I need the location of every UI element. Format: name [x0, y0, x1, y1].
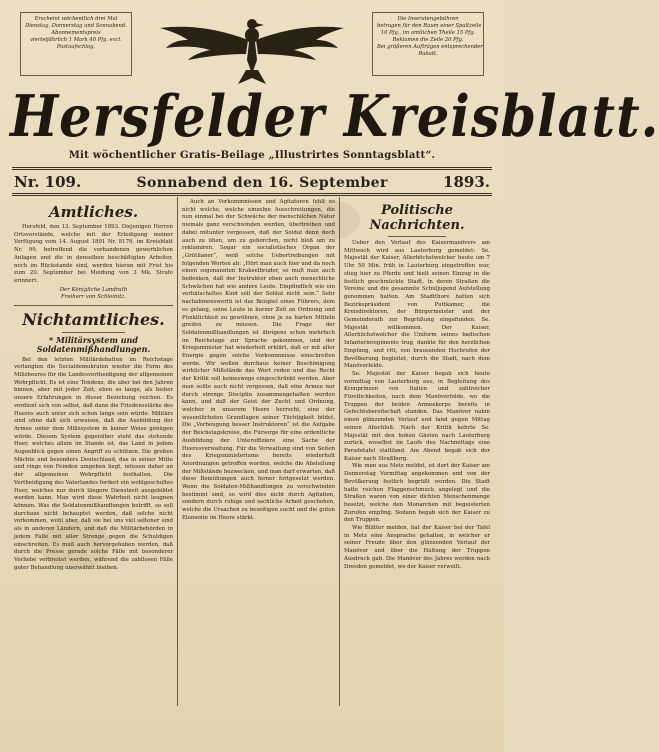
news-paragraph: Wie Blätter melden, hat der Kaiser bei der Tafel in Metz eine Ansprache gehalten, in welcher er seiner Freude über den glänzenden Verlauf der Manöver und über die Haltung der Truppen Ausdruck gab. Die Manöver des Jahres werden nach Dresden gemeldet, wo der Kaiser verweilt. — [344, 525, 490, 570]
masthead-top — [10, 6, 494, 86]
article-text: Bei den letzten Militärdebatten im Reichstage verlangten die Socialdemokraten wieder die Form des Milizheeres für die Landesvertheidigung der allgemeinen Wehrpflicht. Es ist eine Tendenz, die aber bei den Jahren binnen, aber mit jeder Zeit, eben so lange, als bisher unsere Erfahrungen in dieser Beziehung reichen. Es verdient sich von selbst, daß dann die Friedensstärke des Heeres auch unter sich schon lange sein würde. Militärs sind ohne daß sich erweisen, daß die Ausbildung der Armee unter dem Milizsystem in keiner Weise genügen würde. Diesem System gegenüber steht das stehende Heer, welches allein im Stande ist, das Land in jedem Augenblick gegen einen Angriff zu schützen. Die großen Mächte und besonders Deutschland, das in seiner Mitte und rings von Feinden umgeben liegt, müssen daher an der allgemeinen Wehrpflicht festhalten. Die Vertheidigung des Vaterlandes fordert ein wohlgeschultes Heer, welches nur durch längere Dienstzeit ausgebildet werden kann. Man wird diese Wahrheit nicht leugnen können. Was die Soldatenmißhandlungen betrifft, so soll durchaus nicht behauptet werden, daß solche nicht vorkommen, wohl aber, daß sie bei uns viel seltener sind als in anderen Ländern, und daß die Militärbehörden in jedem Falle mit aller Strenge gegen die Schuldigen einschreiten. Es muß auch hervorgehoben werden, daß durch die Presse gerade solche Fälle mit besonderer Vorliebe verbreitet werden, während die zahllosen Fälle guter Behandlung unerwähnt bleiben. — [14, 356, 173, 571]
column-left — [10, 197, 178, 706]
rates-line: Rabatt. — [418, 51, 438, 57]
issue-bar — [10, 170, 494, 193]
unofficial-heading: Nichtamtliches. — [22, 309, 165, 329]
news-paragraph: Wie man aus Metz meldet, ist dort der Kaiser am Donnerstag Vormittag angekommen und von der Bevölkerung festlich begrüßt worden. Die Stadt hatte reichen Flaggenschmuck angelegt und die Straßen waren von einer dichten Menschenmenge besetzt, welche den Monarchen mit begeisterten Zurufen empfing. Sodann begab sich der Kaiser zu den Truppen. — [344, 463, 490, 524]
official-heading: Amtliches. — [48, 203, 139, 221]
official-notice-text: Hersfeld, den 13. September 1893. Diejenigen Herren Ortsvorstände, welche mit der Erledigung meiner Verfügung vom 14. August 1891 Nr. 8179, im Kreisblatt Nr. 99, betreffend die vorhandenen gewerblichen Anlagen und die in denselben beschäftigten Arbeiter, noch im Rückstande sind, werden hieran mit Frist bis zum 20. September bei Meidung von 3 Mk. Strafe erinnert. — [14, 224, 173, 284]
article-columns — [10, 197, 494, 706]
issue-number: Nr. 109. — [14, 173, 82, 191]
rates-line: 10 Pfg., im amtlichen Theile 15 Pfg. — [380, 30, 476, 36]
news-paragraph: Ueber den Verlauf des Kaisermanövers am Mittwoch wird aus Lauterburg gemeldet: Se. Majestät der Kaiser, Allerhöchstwelcher heute um 7 Uhr 50 Min. früh in Lauterburg eingetroffen war, stieg hier zu Pferde und hielt seinen Einzug in die festlich geschmückte Stadt, in deren Straßen die Vereine und die gesammte Schuljugend Aufstellung genommen hatten. Am Stadtthore hatten sich Bezirkspräsident von Puttkamer, die Kreisdirektoren, der Bürgermeister und der Gemeinderath zur Begrüßung eingefunden. Se. Majestät willkommen. Der Kaiser, Allerhöchstwelcher die Uniform seines badischen Infanterieregiments trug, dankte für den herzlichen Empfang, und ritt, von brausenden Hochrufen der Bevölkerung begleitet, durch die Stadt, nach dem Manöverfelde. — [344, 240, 490, 370]
article-body-left — [14, 357, 173, 573]
news-paragraph: Se. Majestät der Kaiser begab sich heute vormittag von Lauterburg aus, in Begleitung des Kronprinzen von Italien und zahlreicher Fürstlichkeiten, nach dem Manöverfelde, wo die Truppen der beiden Armeekorps bereits in Gefechtsbereitschaft standen. Das Manöver nahm einen glänzenden Verlauf und fand gegen Mittag seinen Abschluß. Nach der Kritik kehrte Se. Majestät mit den hohen Gästen nach Lauterburg zurück, woselbst im Laufe des Nachmittags eine Paradetafel stattfand. Am Abend begab sich der Kaiser nach Straßburg. — [344, 370, 490, 462]
signature-name: Freiherr von Schleinitz. — [61, 294, 126, 301]
signature-title: Der Königliche Landrath — [59, 286, 128, 293]
column-right — [340, 197, 494, 706]
subscription-line: Dienstag, Donnerstag und Sonnabend. — [25, 23, 127, 29]
rates-line: Die Inseratengebühren — [397, 16, 459, 22]
advertising-rates-box — [372, 12, 484, 76]
column-middle — [178, 197, 340, 706]
newspaper-title: Hersfelder Kreisblatt. — [10, 83, 659, 151]
rates-line: betragen für den Raum einer Spaltzeile — [377, 23, 482, 29]
subscription-line: Postaufschlag. — [56, 44, 96, 50]
section-divider — [14, 305, 173, 306]
article-text: Auch an Vorkommnissen und Agitatoren fehlt es nicht welche, welche einzelne Ausschreitungen, die nun einmal bei der Schwäche der menschlichen Natur niemals ganz verschwinden werden, übertreiben und dabei mitunter vergessen, daß der Soldat denn doch auch zu üben, um zu gehorchen, nicht bloß um zu reklamiren. Sogar ein socialistisches Organ der „Grütlianer“, weiß solche Uebertreibungen mit folgenden Worten ab: „Hört man auch hier und da noch einen sogenannten Krakeelbruder, so muß man auch bedenken, daß der Instruktor eben auch menschliche Schwächen hat wie andere Leute. Empfindlich wie ein verhätscheltes Kind soll der Soldat nicht sein.“ Sehr nachahmenswerth ist das Beispiel eines Führers, dem es gelang, seine Leute in kurzer Zeit an Ordnung und Pünktlichkeit zu gewöhnen, ohne je zu harten Mitteln greifen zu müssen. Die Frage der Soldatenmißhandlungen ist übrigens schon mehrfach im Reichstage zur Sprache gekommen, und der Kriegsminister hat wiederholt erklärt, daß er mit aller Energie gegen solche Vorkommnisse einschreiten werde. Wir wollen durchaus keiner Beschönigung wirklicher Mißstände das Wort reden und das Recht der Kritik soll keineswegs eingeschränkt werden. Aber man sollte auch nicht vergessen, daß eine Armee nur durch strenge Disciplin zusammengehalten werden kann, und daß der Geist der Zucht und Ordnung, welcher in unserem Heere herrscht, eine der wesentlichsten Grundlagen seiner Tüchtigkeit bildet. Die „Vorbeugung besser Instruktoren“ ist die Aufgabe der Reichstagskreise, die Fürsorge für eine ordentliche Ausbildung der Unteroffiziere eine Sache der Heeresverwaltung. Für die Verwaltung sind von Seiten des Kriegsministeriums bereits wiederholt Anordnungen getroffen worden, welche die Abstellung der Mißstände bezwecken, und man darf erwarten, daß diese Bemühungen auch ferner fortgesetzt werden. Wenn die Soldaten-Mißhandlungen zu verschwinden bestimmt sind, so wird dies nicht durch Agitation, sondern durch ruhige und sachliche Arbeit geschehen, welche die Ursachen zu beseitigen sucht und die guten Elemente im Heere stärkt. — [182, 199, 335, 521]
newspaper-subtitle: Mit wöchentlicher Gratis-Beilage „Illustrirtes Sonntagsblatt“. — [68, 150, 436, 161]
political-news-body — [344, 240, 490, 571]
political-news-heading: Politische Nachrichten. — [369, 203, 465, 233]
article-body-middle — [182, 199, 335, 523]
rates-line: Reklamen die Zeile 20 Pfg. — [392, 37, 464, 43]
rates-line: Bei größeren Aufträgen entsprechender — [377, 44, 483, 50]
issue-year: 1893. — [443, 173, 490, 191]
article-subheading: * Militärsystem und Soldatenmißhandlungen. — [36, 334, 151, 354]
subscription-line: Erscheint wöchentlich drei Mal — [34, 16, 118, 22]
issue-rule — [12, 193, 492, 196]
short-divider — [62, 332, 126, 333]
subscription-line: Abonnementspreis — [51, 30, 101, 36]
subscription-info-box — [20, 12, 132, 76]
subscription-line: vierteljährlich 1 Mark 40 Pfg. excl. — [30, 37, 122, 43]
issue-date: Sonnabend den 16. September — [136, 175, 388, 191]
short-divider — [388, 236, 446, 237]
eagle-emblem-icon — [152, 14, 352, 86]
official-notice — [14, 224, 173, 286]
